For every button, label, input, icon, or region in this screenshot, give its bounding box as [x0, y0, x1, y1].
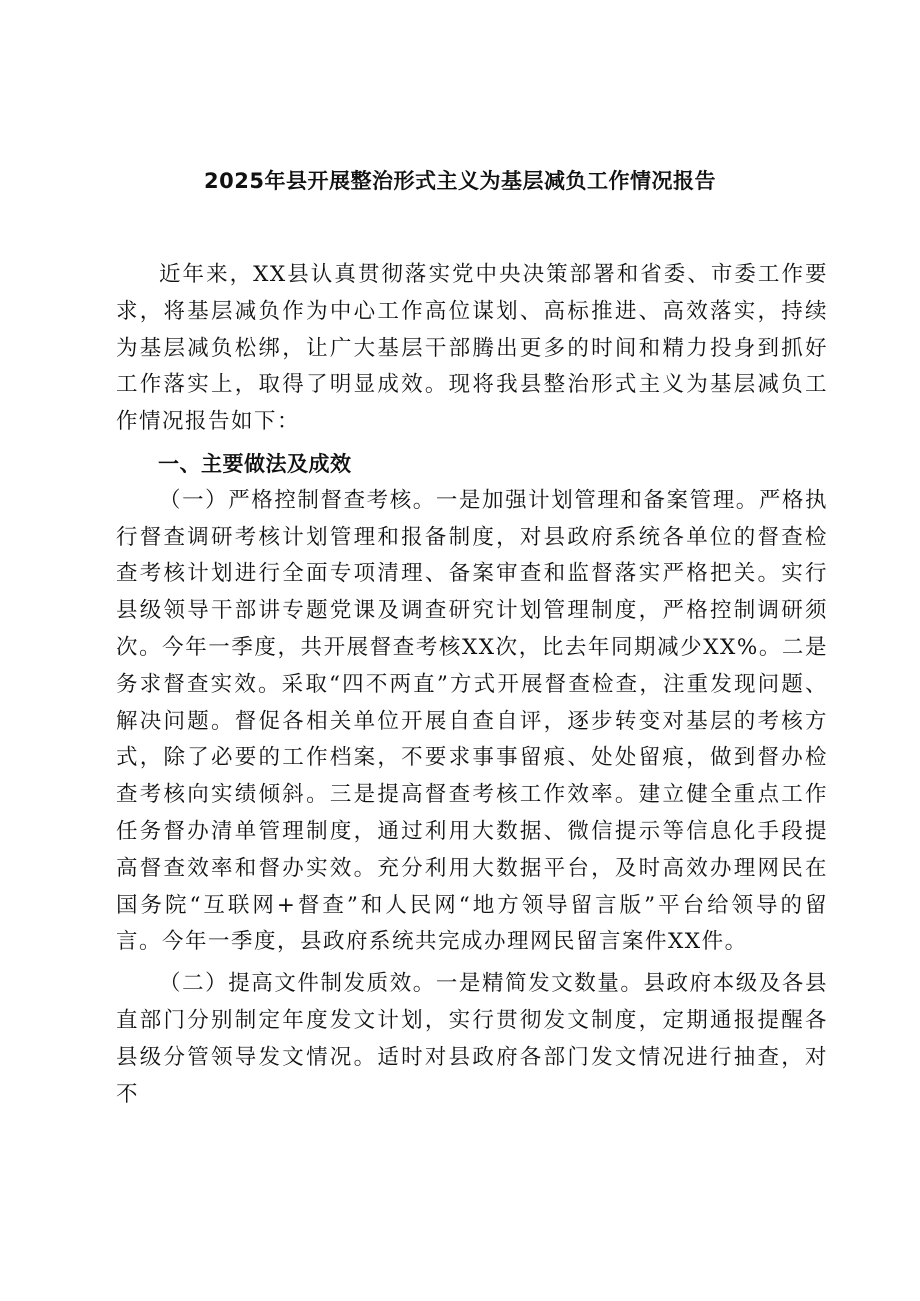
- paragraph-supervision: （一）严格控制督查考核。一是加强计划管理和备案管理。严格执行督查调研考核计划管理和报备制度，对县政府系统各单位的督查检查考核计划进行全面专项清理、备案审查和监督落实严格把关。实行县级领导干部讲专题党课及调查研究计划管理制度，严格控制调研须次。今年一季度，共开展督查考核XX次，比去年同期减少XX%。二是务求督查实效。采取“四不两直”方式开展督查检查，注重发现问题、解决问题。督促各相关单位开展自查自评，逐步转变对基层的考核方式，除了必要的工作档案，不要求事事留痕、处处留痕，做到督办检查考核向实绩倾斜。三是提高督查考核工作效率。建立健全重点工作任务督办清单管理制度，通过利用大数据、微信提示等信息化手段提高督查效率和督办实效。充分利用大数据平台，及时高效办理网民在国务院“互联网+督查”和人民网“地方领导留言版”平台给领导的留言。今年一季度，县政府系统共完成办理网民留言案件XX件。: [116, 487, 828, 955]
- document-title: 2025年县开展整治形式主义为基层减负工作情况报告: [204, 169, 716, 193]
- section-heading: 一、主要做法及成效: [158, 451, 352, 476]
- paragraph-documents: （二）提高文件制发质效。一是精简发文数量。县政府本级及各县直部门分别制定年度发文计划，实行贯彻发文制度，定期通报提醒各县级分管领导发文情况。适时对县政府各部门发文情况进行抽查，对不: [116, 971, 828, 1107]
- intro-paragraph: 近年来，XX县认真贯彻落实党中央决策部署和省委、市委工作要求，将基层减负作为中心工作高位谋划、高标推进、高效落实，持续为基层减负松绑，让广大基层干部腾出更多的时间和精力投身到抓好工作落实上，取得了明显成效。现将我县整治形式主义为基层减负工作情况报告如下：: [116, 262, 828, 435]
- document-body: [116, 257, 828, 1113]
